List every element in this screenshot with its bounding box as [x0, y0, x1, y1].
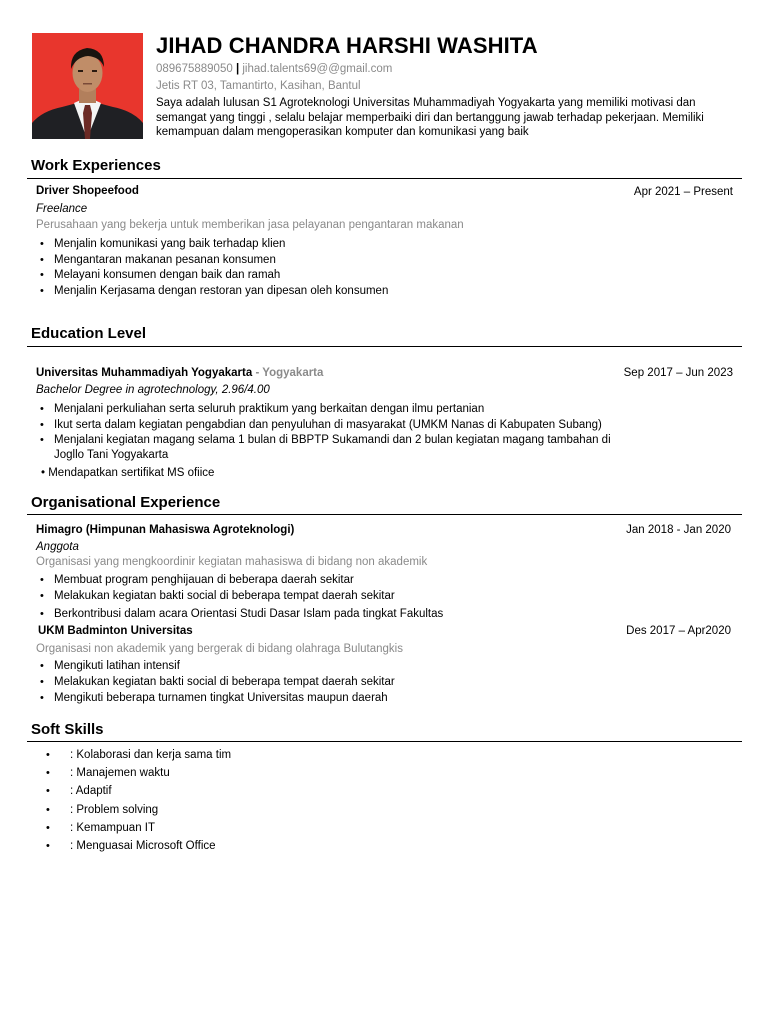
soft-skills-section-title: Soft Skills	[31, 721, 104, 738]
list-item: • Menjalin komunikasi yang baik terhadap klien	[36, 237, 388, 252]
list-item: • : Kemampuan IT	[46, 821, 231, 839]
job-position: Driver Shopeefood	[36, 185, 139, 197]
list-item: • : Kolaborasi dan kerja sama tim	[46, 748, 231, 766]
list-item: • Berkontribusi dalam acara Orientasi Studi Dasar Islam pada tingkat Fakultas	[36, 607, 443, 622]
job-bullets	[36, 237, 388, 299]
email-address: jihad.talents69@@gmail.com	[242, 63, 393, 75]
list-item: • Membuat program penghijauan di beberapa daerah sekitar	[36, 573, 443, 588]
education-institution	[36, 367, 323, 379]
soft-skills-section-divider	[27, 741, 742, 742]
org-bullets	[36, 659, 395, 706]
org-name: UKM Badminton Universitas	[38, 625, 193, 637]
phone-number: 089675889050	[156, 63, 233, 75]
job-description: Perusahaan yang bekerja untuk memberikan jasa pelayanan pengantaran makanan	[36, 219, 464, 231]
profile-photo	[32, 33, 143, 139]
profile-summary: Saya adalah lulusan S1 Agroteknologi Universitas Muhammadiyah Yogyakarta yang memiliki motivasi dan semangat yang tinggi , selalu belajar memperbaiki diri dan bertanggung jawab terhadap pekerjaan. Memiliki kemampuan dalam mengoperasikan komputer dan komunikasi yang baik	[156, 97, 704, 138]
soft-skills-list	[46, 748, 231, 857]
org-bullets	[36, 573, 443, 622]
org-date: Des 2017 – Apr2020	[626, 625, 731, 637]
list-item: • Melakukan kegiatan bakti social di beberapa tempat daerah sekitar	[36, 589, 443, 604]
job-date: Apr 2021 – Present	[633, 186, 733, 198]
education-extra-item: • Mendapatkan sertifikat MS ofiice	[41, 467, 215, 479]
address: Jetis RT 03, Tamantirto, Kasihan, Bantul	[156, 80, 361, 92]
work-section-title: Work Experiences	[31, 157, 161, 174]
job-company: Freelance	[36, 203, 88, 215]
list-item: • Melakukan kegiatan bakti social di beberapa tempat daerah sekitar	[36, 675, 395, 690]
work-section-divider	[27, 178, 742, 179]
organisation-section-divider	[27, 514, 742, 515]
list-item: • : Manajemen waktu	[46, 766, 231, 784]
school-location: - Yogyakarta	[252, 367, 324, 379]
org-role: Anggota	[36, 541, 79, 553]
list-item: • Mengantaran makanan pesanan konsumen	[36, 253, 388, 268]
contact-separator: |	[235, 63, 240, 75]
list-item: • Menjalani kegiatan magang selama 1 bulan di BBPTP Sukamandi dan 2 bulan kegiatan magang tambahan di Jogllo Tani Yogyakarta	[36, 433, 616, 463]
list-item: • : Problem solving	[46, 803, 231, 821]
education-section-divider	[27, 346, 742, 347]
org-name: Himagro (Himpunan Mahasiswa Agroteknologi)	[36, 524, 295, 536]
list-item: • : Adaptif	[46, 784, 231, 802]
list-item: • Mengikuti beberapa turnamen tingkat Universitas maupun daerah	[36, 691, 395, 706]
school-name: Universitas Muhammadiyah Yogyakarta	[36, 367, 253, 379]
education-date: Sep 2017 – Jun 2023	[623, 367, 733, 379]
education-section-title: Education Level	[31, 325, 147, 342]
candidate-name: JIHAD CHANDRA HARSHI WASHITA	[156, 33, 538, 58]
list-item: • Ikut serta dalam kegiatan pengabdian dan penyuluhan di masyarakat (UMKM Nanas di Kabupaten Subang)	[36, 418, 616, 433]
contact-line	[156, 63, 392, 75]
education-degree: Bachelor Degree in agrotechnology, 2.96/4.00	[36, 384, 270, 396]
education-bullets	[36, 402, 616, 464]
organisation-section-title: Organisational Experience	[31, 494, 221, 511]
org-date: Jan 2018 - Jan 2020	[626, 524, 731, 536]
org-description: Organisasi yang mengkoordinir kegiatan mahasiswa di bidang non akademik	[36, 556, 428, 568]
list-item: • Menjalin Kerjasama dengan restoran yan dipesan oleh konsumen	[36, 284, 388, 299]
org-description: Organisasi non akademik yang bergerak di bidang olahraga Bulutangkis	[36, 643, 403, 655]
list-item: • : Menguasai Microsoft Office	[46, 839, 231, 857]
list-item: • Mengikuti latihan intensif	[36, 659, 395, 674]
list-item: • Menjalani perkuliahan serta seluruh praktikum yang berkaitan dengan ilmu pertanian	[36, 402, 616, 417]
list-item: • Melayani konsumen dengan baik dan ramah	[36, 268, 388, 283]
